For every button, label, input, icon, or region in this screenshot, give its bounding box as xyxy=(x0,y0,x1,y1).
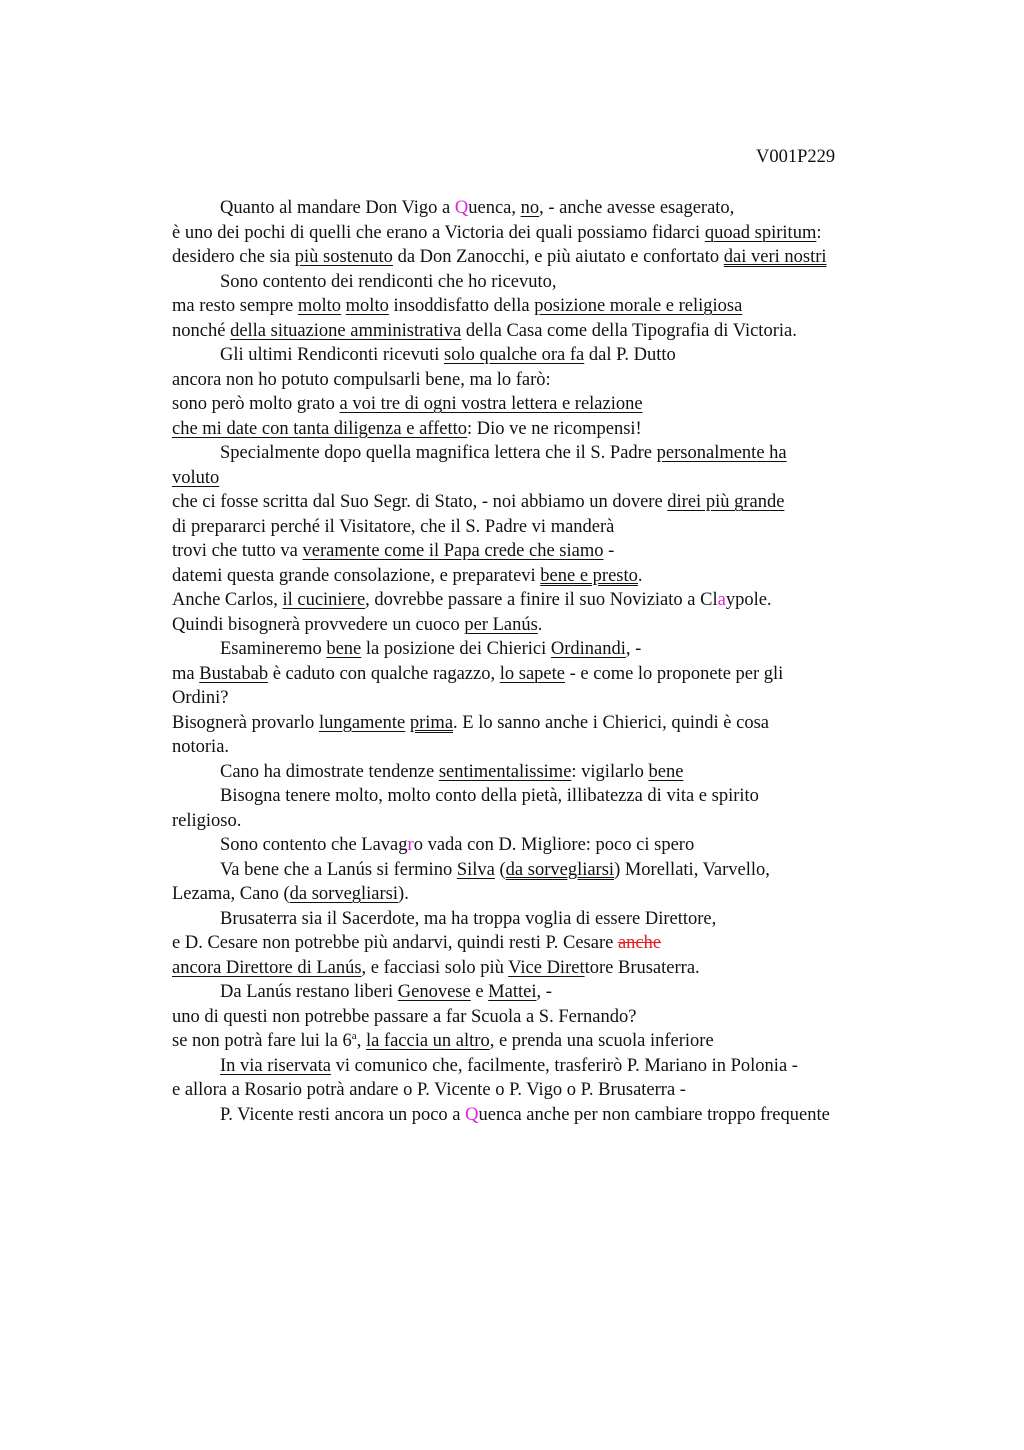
underlined-text: bene xyxy=(326,639,362,659)
text-run: e xyxy=(470,982,489,1002)
underlined-text: lo sapete xyxy=(499,663,565,684)
text-run: ) Morellati, Varvello, xyxy=(614,859,770,880)
text-run: da Don Zanocchi, e più aiutato e confortato xyxy=(392,247,724,267)
text-run: : vigilarlo xyxy=(571,761,649,782)
text-run: , e facciasi solo più xyxy=(361,957,509,978)
text-line xyxy=(172,270,912,295)
text-line xyxy=(172,392,912,417)
text-run: di prepararci perché il Visitatore, che il S. Padre vi manderà xyxy=(172,516,615,537)
text-line xyxy=(172,1103,912,1128)
underlined-text: per Lanús xyxy=(464,614,538,635)
text-line xyxy=(172,515,912,540)
text-run: Quanto al mandare Don Vigo a xyxy=(220,198,455,218)
text-run: e D. Cesare non potrebbe più andarvi, quindi resti P. Cesare xyxy=(172,933,618,953)
text-line xyxy=(172,858,912,883)
text-run: sono però molto grato xyxy=(172,394,340,414)
underlined-text: veramente come il Papa crede che siamo xyxy=(302,541,604,561)
underlined-text: no xyxy=(520,198,540,218)
text-line xyxy=(172,980,912,1005)
text-line xyxy=(172,245,912,270)
underlined-text: lungamente xyxy=(318,712,406,733)
text-line xyxy=(172,882,912,907)
text-line xyxy=(172,196,912,221)
text-run: Va bene che a Lanús si fermino xyxy=(220,859,457,880)
underlined-text: più sostenuto xyxy=(294,247,393,267)
underlined-text: voluto xyxy=(172,467,220,488)
underlined-text: a voi tre di ogni vostra lettera e relazione xyxy=(339,394,643,414)
text-line xyxy=(172,368,912,393)
text-line xyxy=(172,833,912,858)
text-line xyxy=(172,539,912,564)
underlined-text: il cuciniere xyxy=(282,590,366,610)
text-run: . xyxy=(537,614,543,635)
text-run: dal P. Dutto xyxy=(584,345,676,365)
text-line xyxy=(172,564,912,589)
text-run: Sono contento che Lavag xyxy=(220,835,408,855)
text-run: insoddisfatto della xyxy=(388,296,535,316)
text-run: datemi questa grande consolazione, e preparatevi xyxy=(172,565,541,586)
text-line xyxy=(172,1005,912,1030)
text-run: Da Lanús restano liberi xyxy=(220,982,398,1002)
text-line xyxy=(172,319,912,344)
text-line xyxy=(172,931,912,956)
text-line xyxy=(172,784,912,809)
text-run: trovi che tutto va xyxy=(172,541,303,561)
text-line xyxy=(172,760,912,785)
text-line xyxy=(172,686,912,711)
text-run: ancora non ho potuto compulsarli bene, ma lo farò: xyxy=(172,369,551,390)
text-run: P. Vicente resti ancora un poco a xyxy=(220,1104,466,1125)
text-line xyxy=(172,956,912,981)
text-run: Bisogna tenere molto, molto conto della pietà, illibatezza di vita e spirito xyxy=(220,786,759,806)
text-run: - e come lo proponete per gli xyxy=(564,663,784,684)
superscript: a xyxy=(351,1029,357,1042)
underlined-text: In via riservata xyxy=(220,1055,331,1076)
underlined-text: molto xyxy=(297,296,342,316)
text-run: : xyxy=(816,222,822,243)
text-line xyxy=(172,221,912,246)
highlighted-letter: Q xyxy=(454,198,469,218)
text-run: Bisognerà provarlo xyxy=(172,712,319,733)
text-run: : Dio ve ne ricompensi! xyxy=(467,418,642,439)
text-line xyxy=(172,809,912,834)
text-line xyxy=(172,417,912,442)
text-line xyxy=(172,490,912,515)
underlined-text: Genovese xyxy=(397,982,471,1002)
underlined-text: bene xyxy=(648,761,684,782)
underlined-text: personalmente ha xyxy=(656,443,787,463)
text-line xyxy=(172,441,912,466)
text-line xyxy=(172,1078,912,1103)
underlined-text: Silva xyxy=(456,859,495,880)
text-run: ypole. xyxy=(725,590,772,610)
text-run: o vada con D. Migliore: poco ci spero xyxy=(413,835,695,855)
text-run: , - xyxy=(625,639,642,659)
underlined-text: la faccia un altro xyxy=(365,1031,490,1051)
text-run: Anche Carlos, xyxy=(172,590,283,610)
text-run: Brusaterra sia il Sacerdote, ma ha troppa voglia di essere Direttore, xyxy=(220,908,717,929)
text-line xyxy=(172,588,912,613)
text-run: uenca, xyxy=(468,198,521,218)
text-line xyxy=(172,613,912,638)
text-line xyxy=(172,466,912,491)
text-line xyxy=(172,637,912,662)
underlined-text: molto xyxy=(345,296,389,316)
text-run: , e prenda una scuola inferiore xyxy=(489,1031,714,1051)
text-run: Quindi bisognerà provvedere un cuoco xyxy=(172,614,465,635)
text-run: della Casa come della Tipografia di Victoria. xyxy=(461,320,797,341)
text-run: nonché xyxy=(172,320,231,341)
text-run: desidero che sia xyxy=(172,247,295,267)
text-run: Specialmente dopo quella magnifica lettera che il S. Padre xyxy=(220,443,657,463)
text-line xyxy=(172,1054,912,1079)
text-run: , xyxy=(356,1031,366,1051)
text-line xyxy=(172,294,912,319)
text-run: . E lo sanno anche i Chierici, quindi è cosa xyxy=(453,712,769,733)
underlined-text: posizione morale e religiosa xyxy=(534,296,743,316)
text-run: Sono contento dei rendiconti che ho ricevuto, xyxy=(220,271,557,292)
text-line xyxy=(172,1029,912,1054)
text-run: Esamineremo xyxy=(220,639,327,659)
text-run: ma xyxy=(172,663,200,684)
text-run: uenca anche per non cambiare troppo frequente xyxy=(478,1104,830,1125)
text-run: ). xyxy=(398,884,409,904)
text-run: ( xyxy=(494,859,506,880)
text-run: se non potrà fare lui la 6 xyxy=(172,1031,352,1051)
double-underlined-text: prima xyxy=(409,712,454,733)
text-run: vi comunico che, facilmente, trasferirò P. Mariano in Polonia - xyxy=(330,1055,798,1076)
underlined-text: Mattei xyxy=(488,982,537,1002)
text-run: , - xyxy=(536,982,552,1002)
text-line xyxy=(172,662,912,687)
double-underlined-text: dai veri nostri xyxy=(723,247,827,267)
underlined-text: quoad spiritum xyxy=(704,222,817,243)
highlighted-letter: Q xyxy=(465,1104,479,1125)
underlined-text: direi più grande xyxy=(667,492,785,512)
text-run: Lezama, Cano ( xyxy=(172,884,290,904)
highlighted-letter: a xyxy=(717,590,726,610)
underlined-text: sentimentalissime xyxy=(438,761,572,782)
double-underlined-text: bene e presto xyxy=(540,565,638,586)
text-line xyxy=(172,735,912,760)
text-run: , dovrebbe passare a finire il suo Noviziato a Cl xyxy=(365,590,718,610)
text-run: tore Brusaterra. xyxy=(584,957,700,978)
text-run: Gli ultimi Rendiconti ricevuti xyxy=(220,345,445,365)
text-run: che ci fosse scritta dal Suo Segr. di Stato, - noi abbiamo un dovere xyxy=(172,492,668,512)
underlined-text: Ordinandi xyxy=(550,639,626,659)
underlined-text: della situazione amministrativa xyxy=(230,320,462,341)
text-run: notoria. xyxy=(172,737,230,757)
text-run: . xyxy=(637,565,643,586)
text-run: religioso. xyxy=(172,810,242,831)
struck-text: anche xyxy=(617,933,662,953)
text-line xyxy=(172,343,912,368)
text-run: è uno dei pochi di quelli che erano a Victoria dei quali possiamo fidarci xyxy=(172,222,705,243)
underlined-text: Vice Diret xyxy=(508,957,585,978)
highlighted-letter: r xyxy=(407,835,414,855)
text-run: la posizione dei Chierici xyxy=(361,639,551,659)
underlined-text: da sorvegliarsi xyxy=(289,884,399,904)
text-run: ma resto sempre xyxy=(172,296,298,316)
text-run: è caduto con qualche ragazzo, xyxy=(268,663,500,684)
text-line xyxy=(172,711,912,736)
text-run: , - anche avesse esagerato, xyxy=(539,198,735,218)
text-run: uno di questi non potrebbe passare a far Scuola a S. Fernando? xyxy=(172,1006,637,1027)
underlined-text: che mi date con tanta diligenza e affetto xyxy=(172,418,468,439)
underlined-text: ancora Direttore di Lanús xyxy=(172,957,362,978)
double-underlined-text: da sorvegliarsi xyxy=(505,859,615,880)
text-run: Ordini? xyxy=(172,688,229,708)
underlined-text: Bustabab xyxy=(199,663,269,684)
text-run: Cano ha dimostrate tendenze xyxy=(220,761,439,782)
underlined-text: solo qualche ora fa xyxy=(444,345,585,365)
page-id: V001P229 xyxy=(756,147,836,167)
text-run: - xyxy=(603,541,615,561)
text-line xyxy=(172,907,912,932)
letter-body xyxy=(172,196,912,1127)
text-run: e allora a Rosario potrà andare o P. Vicente o P. Vigo o P. Brusaterra - xyxy=(172,1080,686,1100)
